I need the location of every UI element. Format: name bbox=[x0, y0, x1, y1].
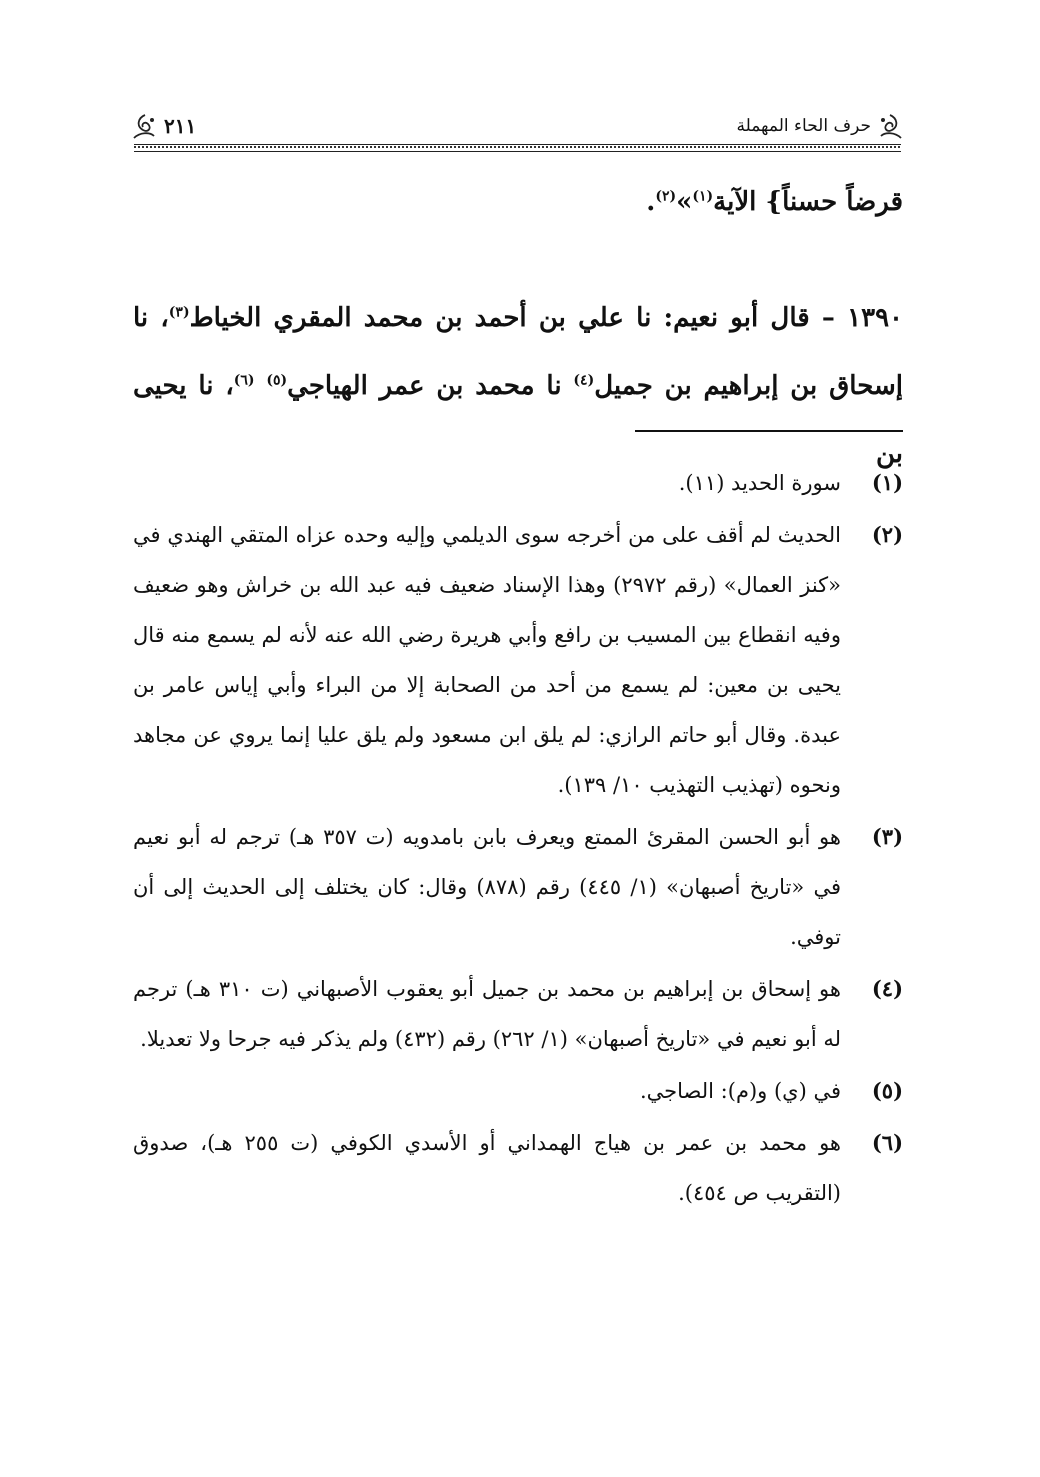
chapter-title: حرف الحاء المهملة bbox=[736, 116, 871, 136]
footnote-number: (١) bbox=[871, 470, 903, 495]
footnote-number: (٣) bbox=[871, 824, 903, 849]
footnote-ref: (٤) bbox=[573, 372, 595, 389]
continuation-line bbox=[133, 168, 903, 236]
period: . bbox=[646, 187, 656, 217]
footnote-ref: (١) bbox=[692, 188, 714, 205]
footnote-separator bbox=[635, 430, 903, 432]
hadith-text: ، نا إسحاق بن إبراهيم بن جميل bbox=[133, 303, 903, 401]
footnote bbox=[133, 510, 903, 810]
footnote-text: هو محمد بن عمر بن هياج الهمداني أو الأسدي الكوفي (ت ٢٥٥ هـ)، صدوق (التقريب ص ٤٥٤). bbox=[133, 1131, 842, 1205]
footnote bbox=[133, 458, 903, 508]
hadith-text: ، نا يحيى بن bbox=[133, 371, 903, 469]
footnote-text: هو أبو الحسن المقرئ الممتع ويعرف بابن بامدويه (ت ٣٥٧ هـ) ترجم له أبو نعيم في «تاريخ أصبهان» (١/ ٤٤٥) رقم (٨٧٨) وقال: كان يختلف إلى الحديث إلى أن توفي. bbox=[133, 825, 841, 949]
footnote-number: (٦) bbox=[871, 1130, 903, 1155]
hadith-text: نا محمد بن عمر الهياجي bbox=[287, 371, 574, 401]
page-number: ٢١١ bbox=[164, 114, 197, 138]
closing-quote: » bbox=[676, 187, 693, 217]
footnote-ref: (٦) bbox=[233, 372, 255, 389]
footnote-number: (٢) bbox=[871, 522, 903, 547]
footnote-number: (٤) bbox=[871, 976, 903, 1001]
hadith-text: ١٣٩٠ – قال أبو نعيم: نا علي بن أحمد بن محمد المقري الخياط bbox=[189, 303, 903, 333]
footnote bbox=[133, 1066, 903, 1116]
footnote-text: هو إسحاق بن إبراهيم بن محمد بن جميل أبو يعقوب الأصبهاني (ت ٣١٠ هـ) ترجم له أبو نعيم في «تاريخ أصبهان» (١/ ٢٦٢) رقم (٤٣٢) ولم يذكر فيه جرحا ولا تعديلا. bbox=[133, 977, 841, 1051]
ornament-icon bbox=[875, 112, 905, 142]
ornament-icon bbox=[130, 112, 160, 142]
footnote-ref: (٣) bbox=[168, 304, 190, 321]
footnote-text: الحديث لم أقف على من أخرجه سوى الديلمي وإليه وحده عزاه المتقي الهندي في «كنز العمال» (رقم ٢٩٧٢) وهذا الإسناد ضعيف فيه عبد الله بن خراش وهو ضعيف وفيه انقطاع بين المسيب بن رافع وأبي هريرة رضي الله عنه لأنه لم يسمع منه قال يحيى بن معين: لم يسمع من أحد من الصحابة إلا من البراء وأبي إياس عامر بن عبدة. وقال أبو حاتم الرازي: لم يلق ابن مسعود ولم يلق عليا إنما يروي عن مجاهد ونحوه (تهذيب التهذيب ١٠/ ١٣٩). bbox=[133, 523, 841, 797]
footnote bbox=[133, 812, 903, 962]
footnote bbox=[133, 1118, 903, 1218]
footnote-text: سورة الحديد (١١). bbox=[678, 471, 841, 495]
footnote-text: في (ي) و(م): الصاجي. bbox=[640, 1079, 841, 1103]
footnotes bbox=[133, 458, 903, 1220]
running-header bbox=[130, 108, 905, 154]
footnote bbox=[133, 964, 903, 1064]
footnote-ref: (٥) bbox=[266, 372, 288, 389]
footnote-number: (٥) bbox=[871, 1078, 903, 1103]
continuation-text: قرضاً حسناً} الآية bbox=[713, 187, 903, 217]
header-rule bbox=[134, 144, 901, 152]
footnote-ref: (٢) bbox=[655, 188, 677, 205]
